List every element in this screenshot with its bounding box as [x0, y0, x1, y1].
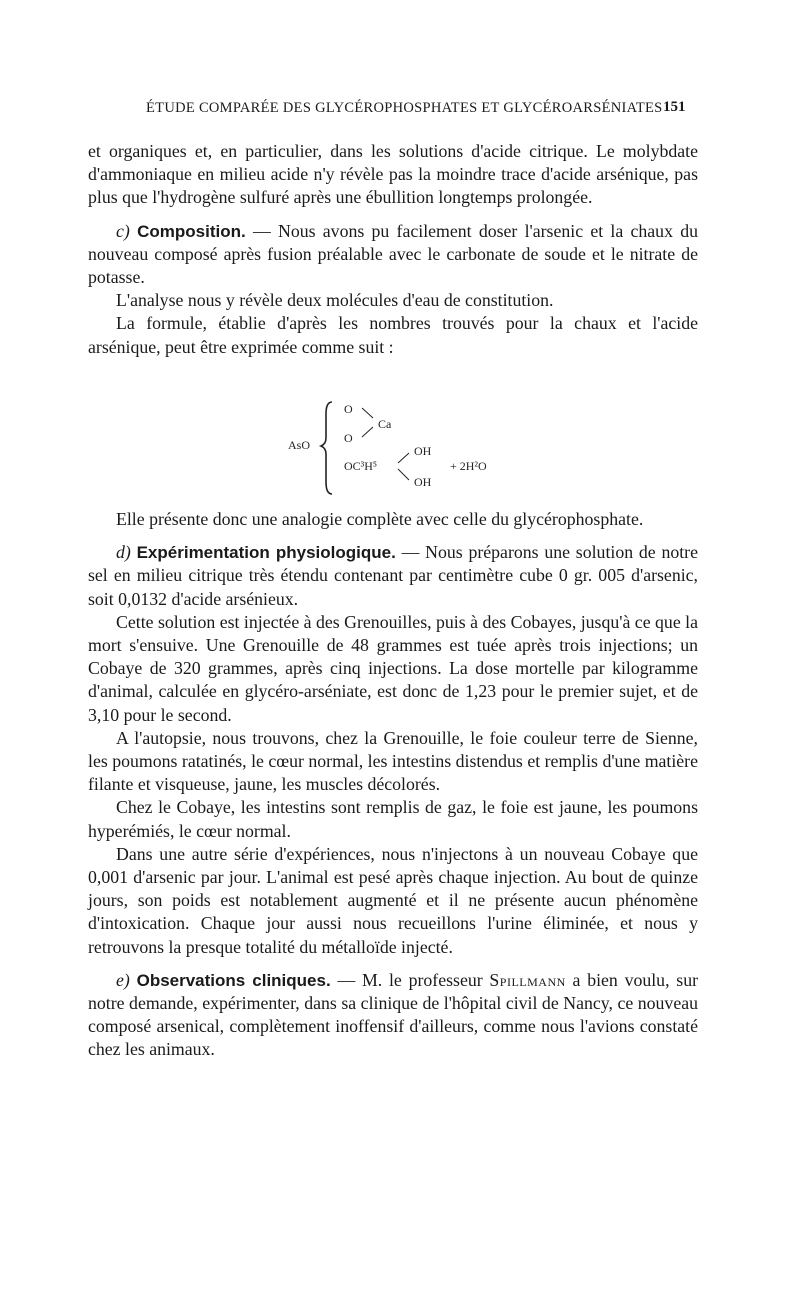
formula-o2: O [344, 431, 353, 445]
chemical-formula [280, 392, 540, 504]
section-letter: e) [116, 969, 130, 990]
text-block-upper [88, 140, 698, 359]
section-letter: c) [116, 220, 130, 241]
paragraph-analogie: Elle présente donc une analogie complète avec celle du glycérophosphate. [116, 509, 644, 529]
section-heading: Composition. [137, 221, 246, 241]
section-heading: Observations cliniques. [136, 970, 331, 990]
page-number: 151 [663, 99, 686, 115]
section-body: — Nous préparons une solution de notre sel en milieu citrique très étendu contenant par centimètre cube 0 gr. 005 d'arsenic, soit 0,0132 d'acide arsénieux. [88, 542, 698, 609]
section-body: — Nous avons pu facilement doser l'arsenic et la chaux du nouveau composé après fusion préalable avec le carbonate de soude et le nitrate de potasse. [88, 220, 698, 288]
section-letter: d) [116, 542, 131, 563]
running-header [88, 100, 708, 117]
formula-ca: Ca [378, 417, 392, 431]
formula-oh1: OH [414, 444, 432, 458]
paragraph-analyse: L'analyse nous y révèle deux molécules d'eau de constitution. [116, 290, 554, 311]
paragraph-injection: Cette solution est injectée à des Grenouilles, puis à des Cobayes, jusqu'à ce que la mort s'ensuive. Une Grenouille de 48 grammes est tuée après trois injections; un Cobaye de 320 grammes, après cinq injections. La dose mortelle par kilogramme d'animal, calculée en glycéro-arséniate, est donc de 1,23 pour le premier sujet, et de 3,10 pour le second. [88, 611, 698, 725]
formula-oc3h5: OC³H⁵ [344, 459, 378, 473]
running-title: ÉTUDE COMPARÉE DES GLYCÉROPHOSPHATES ET GLYCÉROARSÉNIATES [146, 100, 663, 116]
formula-brackets [280, 392, 540, 504]
paragraph-serie: Dans une autre série d'expériences, nous n'injectons à un nouveau Cobaye que 0,001 d'arsenic par jour. L'animal est pesé après chaque injection. Au bout de quinze jours, son poids est notablement augmenté et il ne présente aucun phénomène d'intoxication. Chaque jour aussi nous recueillons l'urine éliminée, et nous y retrouvons la presque totalité du métalloïde injecté. [88, 843, 698, 957]
section-heading: Expérimentation physiologique. [136, 543, 396, 563]
text-block-lower [88, 508, 698, 1062]
paragraph-continuation: et organiques et, en particulier, dans les solutions d'acide citrique. Le molybdate d'ammoniaque en milieu acide n'y révèle pas la moindre trace d'acide arsénique, pas plus que l'hydrogène sulfuré après une ébullition longtemps prolongée. [88, 141, 698, 208]
section-e-observations [88, 969, 698, 1062]
formula-o1: O [344, 402, 353, 416]
section-body: — M. le professeur [330, 969, 490, 990]
paragraph-cobaye: Chez le Cobaye, les intestins sont remplis de gaz, le foie est jaune, les poumons hyperémiés, le cœur normal. [88, 797, 698, 841]
formula-oh2: OH [414, 475, 432, 489]
paragraph-formule: La formule, établie d'après les nombres trouvés pour la chaux et l'acide arsénique, peut être exprimée comme suit : [88, 313, 698, 357]
section-body-end: a bien voulu, sur notre demande, expérimenter, dans sa clinique de l'hôpital civil de Nancy, ce nouveau composé arsenical, complètement inoffensif d'ailleurs, comme nous l'avions constaté chez les animaux. [88, 969, 699, 1060]
formula-aso: AsO [288, 438, 311, 452]
author-name: Spillmann [489, 969, 566, 990]
paragraph-autopsie: A l'autopsie, nous trouvons, chez la Grenouille, le foie couleur terre de Sienne, les poumons ratatinés, le cœur normal, les intestins distendus et remplis d'une matière filante et visqueuse, jaune, les muscles décolorés. [88, 727, 698, 795]
section-c-composition [88, 220, 698, 290]
formula-water: + 2H²O [450, 459, 487, 473]
section-d-experimentation [88, 541, 698, 611]
